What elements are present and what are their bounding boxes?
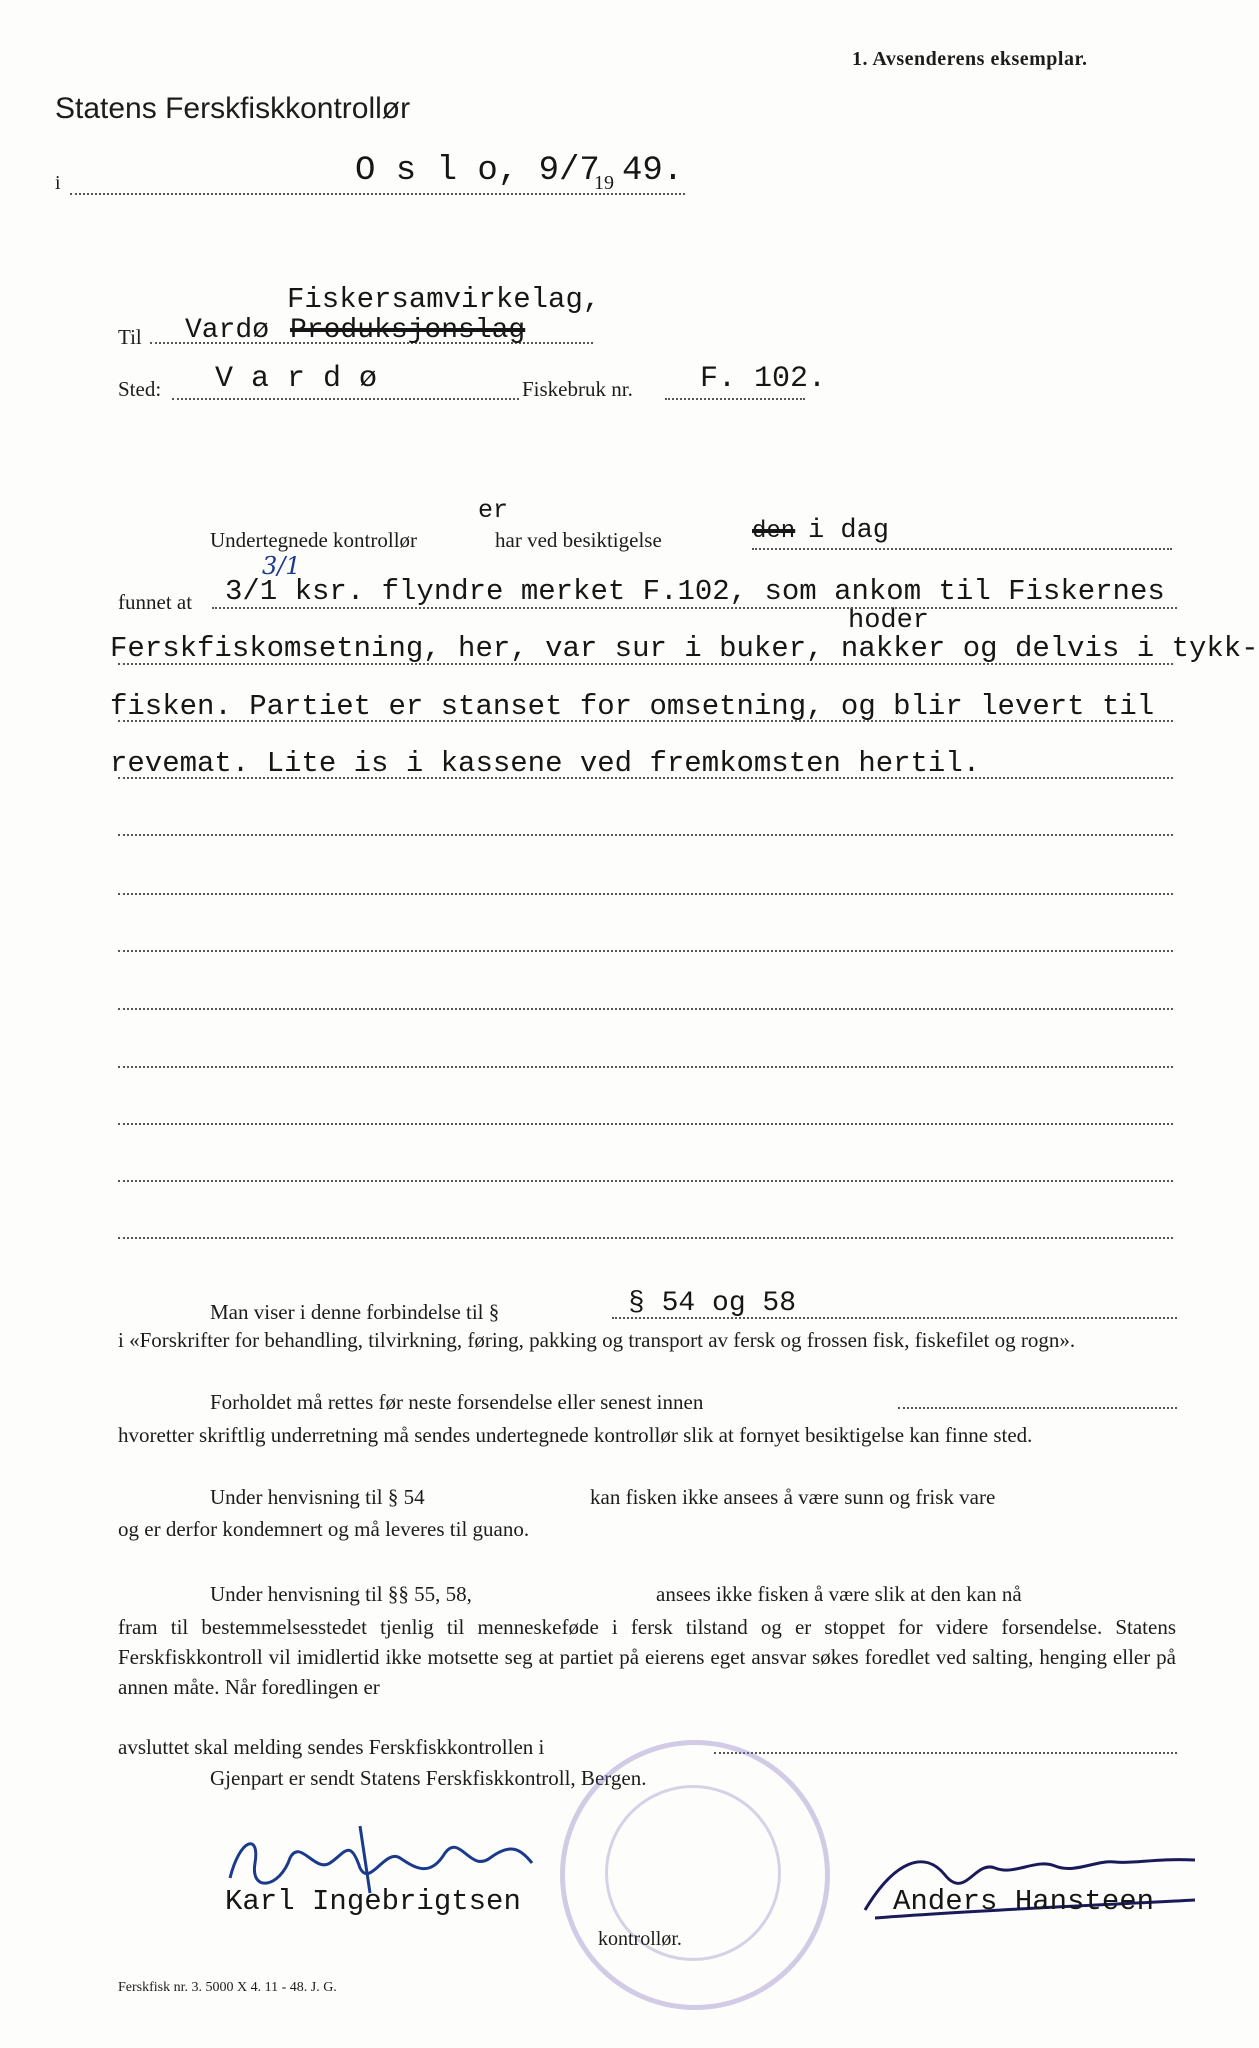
condemn-body: og er derfor kondemnert og må leveres til guano. xyxy=(118,1517,530,1541)
year-value: 49. xyxy=(622,152,684,190)
place-prefix: i xyxy=(55,172,61,194)
official-stamp xyxy=(560,1740,830,2010)
org-title: Statens Ferskfiskkontrollør xyxy=(55,92,411,125)
kontrollor-label: kontrollør. xyxy=(598,1928,682,1950)
place-date-value: O s l o, 9/7 xyxy=(355,152,600,190)
blank-line-5 xyxy=(118,1066,1173,1068)
report-intro: Undertegnede kontrollør xyxy=(210,528,418,552)
report-line-2: Ferskfiskomsetning, her, var sur i buker, nakker og delvis i tykk- xyxy=(110,632,1259,665)
correction-body: hvoretter skriftlig underretning må sendes undertegnede kontrollør slik at fornyet besiktigelse kan finne sted. xyxy=(118,1423,1033,1447)
condemn-mid: kan fisken ikke ansees å være sunn og frisk vare xyxy=(590,1485,996,1509)
reference-intro: Man viser i denne forbindelse til § xyxy=(210,1300,500,1324)
completion-text: avsluttet skal melding sendes Ferskfiskkontrollen i xyxy=(118,1735,545,1759)
condemn-intro: Under henvisning til § 54 xyxy=(210,1485,425,1509)
blank-line-8 xyxy=(118,1237,1173,1239)
copy-label: 1. Avsenderens eksemplar. xyxy=(852,48,1088,70)
sted-dotted-line xyxy=(172,398,519,400)
til-label: Til xyxy=(118,325,142,349)
recipient-line1: Fiskersamvirkelag, xyxy=(287,283,601,316)
transport-mid: ansees ikke fisken å være slik at den kan nå xyxy=(656,1582,1022,1606)
blank-line-7 xyxy=(118,1180,1173,1182)
completion-dotted-line xyxy=(714,1752,1177,1754)
report-intro-mid: har ved besiktigelse xyxy=(495,528,662,552)
transport-body: fram til bestemmelsesstedet tjenlig til menneskeføde i fersk tilstand og er stoppet for videre forsendelse. Statens Ferskfiskkontroll vil imidlertid ikke motsette seg at partiet på eierens eget ansvar søkes foredlet ved salting, henging eller på annen måte. Når foredlingen er xyxy=(118,1615,1176,1699)
right-signature-name: Anders Hansteen xyxy=(893,1885,1155,1918)
handwritten-fraction: 3/1 xyxy=(262,552,301,580)
inserted-hoder: hoder xyxy=(848,606,930,636)
transport-intro: Under henvisning til §§ 55, 58, xyxy=(210,1582,472,1606)
blank-line-2 xyxy=(118,893,1173,895)
report-line-4: revemat. Lite is i kassene ved fremkomsten hertil. xyxy=(110,747,981,780)
inserted-er: er xyxy=(478,496,509,525)
place-dotted-line xyxy=(70,193,685,195)
correction-text: Forholdet må rettes før neste forsendelse eller senest innen xyxy=(210,1390,704,1414)
recipient-town: Vardø xyxy=(185,315,270,346)
blank-line-6 xyxy=(118,1123,1173,1125)
blank-line-4 xyxy=(118,1008,1173,1010)
recipient-struck-text: Produksjonslag xyxy=(290,315,526,346)
blank-line-3 xyxy=(118,950,1173,952)
funnet-label: funnet at xyxy=(118,590,193,614)
correction-dotted-line xyxy=(898,1407,1177,1409)
copy-sent: Gjenpart er sendt Statens Ferskfiskkontroll, Bergen. xyxy=(210,1766,647,1790)
struck-den: den xyxy=(752,518,796,545)
report-line-3: fisken. Partiet er stanset for omsetning, og blir levert til xyxy=(110,690,1155,723)
left-signature-name: Karl Ingebrigtsen xyxy=(225,1885,521,1918)
sted-value: V a r d ø xyxy=(215,362,378,396)
fiskebruk-value: F. 102. xyxy=(700,362,827,396)
dag-value: i dag xyxy=(808,516,890,546)
reference-value: § 54 og 58 xyxy=(628,1288,797,1319)
report-line-1: 3/1 ksr. flyndre merket F.102, som ankom til Fiskernes xyxy=(225,575,1165,608)
sted-label: Sted: xyxy=(118,377,162,401)
fiskebruk-dotted-line xyxy=(665,398,805,400)
blank-line-1 xyxy=(118,834,1173,836)
date-dotted-line xyxy=(752,548,1172,550)
year-prefix: 19 xyxy=(594,172,614,194)
fiskebruk-label: Fiskebruk nr. xyxy=(522,377,633,401)
form-code: Ferskfisk nr. 3. 5000 X 4. 11 - 48. J. G. xyxy=(118,1980,337,1995)
reference-body: i «Forskrifter for behandling, tilvirkning, føring, pakking og transport av fersk og frossen fisk, fiskefilet og rogn». xyxy=(118,1328,1076,1352)
